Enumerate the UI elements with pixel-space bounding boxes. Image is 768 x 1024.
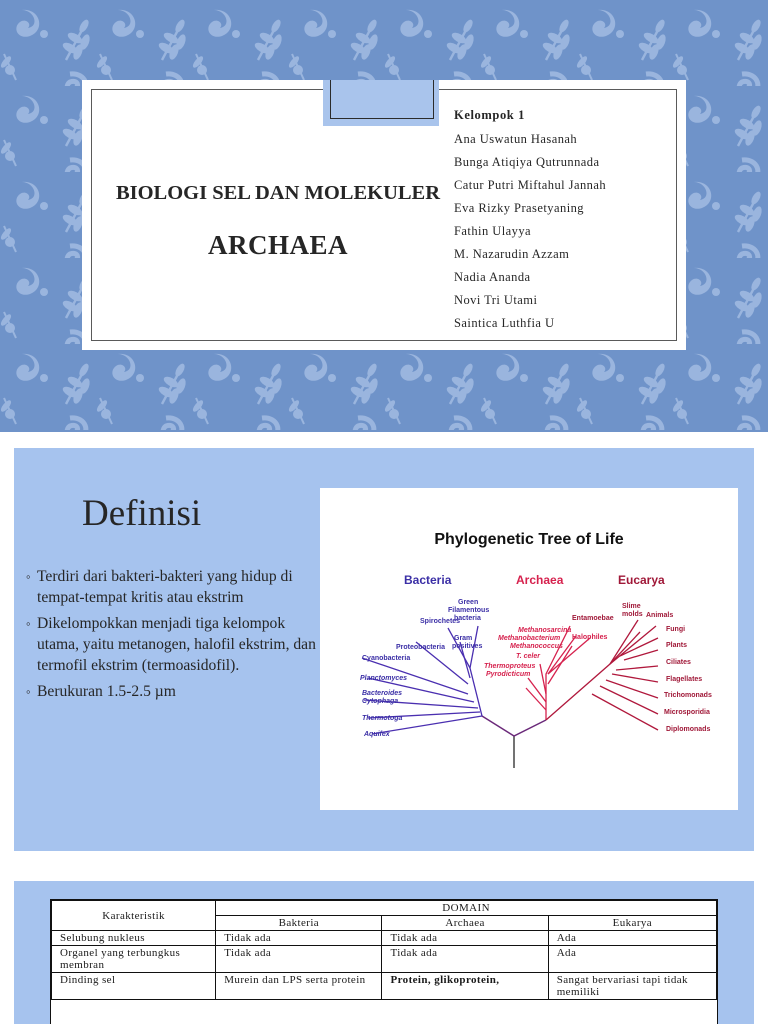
taxon-label: Thermoproteus — [484, 663, 536, 670]
column-header: Archaea — [382, 916, 548, 931]
taxon-label: Methanobacterium — [498, 635, 561, 642]
table-row — [52, 946, 717, 973]
taxon-label: Plants — [666, 642, 688, 649]
taxon-label: Trichomonads — [664, 692, 712, 699]
taxon-label: Halophiles — [572, 634, 608, 641]
taxon-label: Methanococcus — [510, 643, 563, 650]
taxon-label: Ciliates — [666, 659, 691, 666]
column-header: Bakteria — [216, 916, 382, 931]
member-name: Novi Tri Utami — [454, 293, 538, 307]
taxon-label: T. celer — [516, 653, 540, 660]
group-label: Kelompok 1 — [454, 108, 525, 122]
taxon-label: Thermotoga — [362, 715, 403, 722]
definition-bullets — [26, 566, 324, 707]
row-label: Selubung nukleus — [52, 931, 216, 946]
phylogenetic-tree-diagram — [320, 488, 738, 810]
member-name: Ana Uswatun Hasanah — [454, 132, 578, 146]
bullet-text: Terdiri dari bakteri-bakteri yang hidup di tempat-tempat kritis atau ekstrim — [37, 568, 293, 606]
table-row — [52, 931, 717, 946]
decorative-tab-outline — [330, 80, 434, 119]
taxon-label: Green — [458, 599, 479, 606]
course-subject: BIOLOGI SEL DAN MOLEKULER — [115, 182, 441, 204]
taxon-label: Cyanobacteria — [362, 655, 411, 662]
taxon-label: Fungi — [666, 626, 686, 633]
table-cell: Protein, glikoprotein, — [382, 973, 548, 1000]
table-cell: Tidak ada — [382, 946, 548, 973]
column-header: Eukarya — [548, 916, 716, 931]
taxon-label: Animals — [646, 612, 674, 619]
taxon-label: molds — [622, 611, 643, 618]
taxon-label: Pyrodicticum — [486, 671, 531, 678]
taxon-label: Diplomonads — [666, 726, 711, 733]
taxon-label: Entamoebae — [572, 615, 614, 622]
member-name: Nadia Ananda — [454, 270, 531, 284]
archaea-taxa-labels — [484, 627, 608, 678]
member-name: M. Nazarudin Azzam — [454, 247, 570, 261]
bullet-item — [26, 613, 324, 676]
table-row — [52, 973, 717, 1000]
table-cell: Tidak ada — [216, 946, 382, 973]
member-name: Bunga Atiqiya Qutrunnada — [454, 155, 600, 169]
definition-slide — [14, 448, 754, 851]
bullet-item — [26, 681, 324, 702]
taxon-label: Spirochetes — [420, 618, 461, 625]
taxon-label: Proteobacteria — [396, 644, 446, 651]
presentation-title: ARCHAEA — [207, 230, 348, 260]
taxon-label: Microsporidia — [664, 709, 710, 716]
row-label: Dinding sel — [52, 973, 216, 1000]
domain-label-eucarya: Eucarya — [618, 573, 665, 587]
table-group-header: DOMAIN — [216, 901, 717, 916]
taxon-label: Filamentous — [448, 607, 490, 614]
taxon-label: Gram — [454, 635, 473, 642]
bullet-item — [26, 566, 324, 608]
taxon-label: Flagellates — [666, 676, 703, 683]
domain-label-bacteria: Bacteria — [404, 573, 452, 587]
taxon-label: Slime — [622, 603, 641, 610]
domain-label-archaea: Archaea — [516, 573, 564, 587]
taxon-label: Aquifex — [364, 731, 390, 738]
taxon-label: bacteria — [454, 615, 481, 622]
bullet-text: Dikelompokkan menjadi tiga kelompok utama, yaitu metanogen, halofil ekstrim, dan termofil ekstrim (termoasidofil). — [37, 615, 316, 674]
table-cell: Tidak ada — [216, 931, 382, 946]
figure-title: Phylogenetic Tree of Life — [434, 531, 624, 548]
member-name: Saintica Luthfia U — [454, 316, 555, 330]
table-cell: Sangat bervariasi tapi tidak memiliki — [548, 973, 716, 1000]
bullet-icon: ◦ — [26, 569, 31, 584]
title-card — [82, 80, 686, 350]
taxon-label: Cytophaga — [362, 698, 399, 705]
member-name: Catur Putri Miftahul Jannah — [454, 178, 607, 192]
taxon-label: Bacteroides — [362, 690, 403, 697]
slide-title: Definisi — [82, 493, 202, 534]
taxon-label: Methanosarcina — [518, 627, 572, 634]
domain-comparison-table — [51, 900, 717, 1000]
member-name: Fathin Ulayya — [454, 224, 532, 238]
taxon-label: Planctomyces — [360, 675, 408, 682]
comparison-slide — [14, 881, 754, 1024]
tree-split-branch — [482, 716, 546, 736]
table-corner-header: Karakteristik — [52, 901, 216, 931]
table-cell: Ada — [548, 931, 716, 946]
domain-comparison-table-frame — [50, 899, 718, 1024]
bullet-text: Berukuran 1.5-2.5 µm — [37, 683, 176, 700]
bullet-icon: ◦ — [26, 684, 31, 699]
table-cell: Murein dan LPS serta protein — [216, 973, 382, 1000]
row-label: Organel yang terbungkus membran — [52, 946, 216, 973]
taxon-label: positives — [452, 643, 483, 650]
bullet-icon: ◦ — [26, 616, 31, 631]
table-cell: Tidak ada — [382, 931, 548, 946]
group-members — [454, 107, 682, 338]
title-slide — [0, 0, 768, 432]
table-header-row — [52, 901, 717, 916]
member-name: Eva Rizky Prasetyaning — [454, 201, 585, 215]
table-cell: Ada — [548, 946, 716, 973]
phylogenetic-tree-figure — [320, 488, 738, 810]
